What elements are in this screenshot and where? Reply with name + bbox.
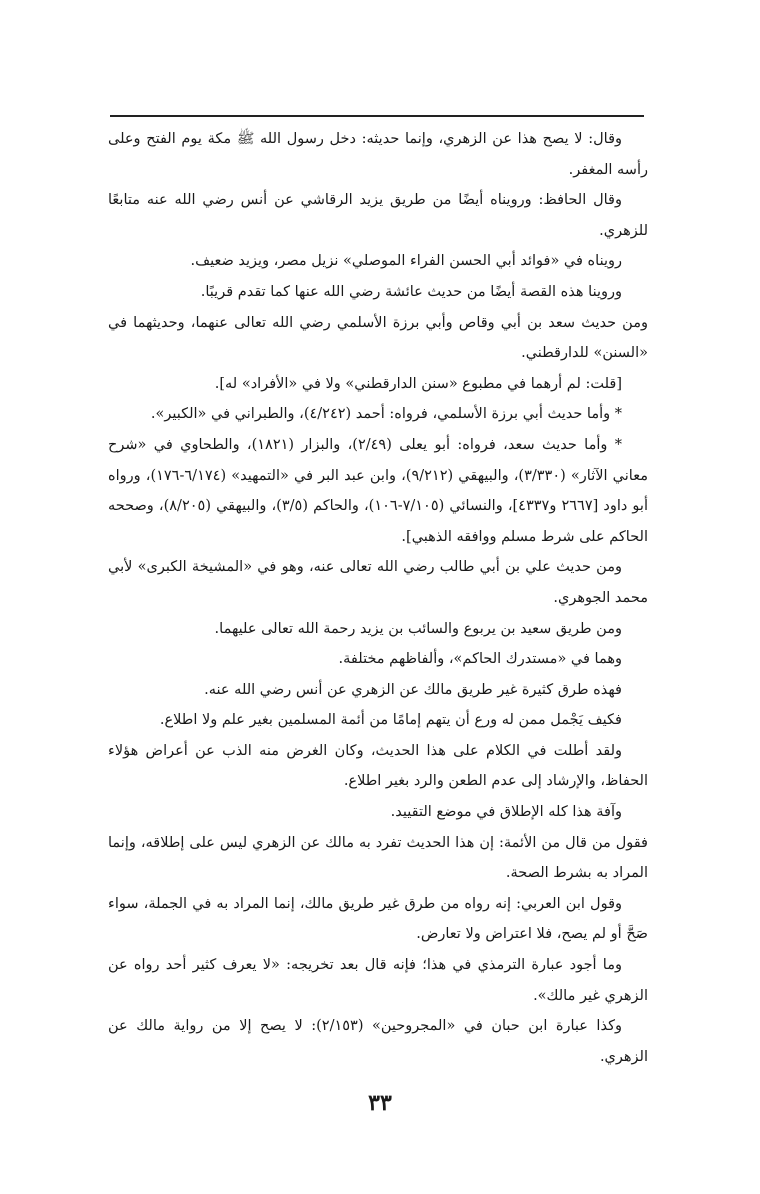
paragraph: وكذا عبارة ابن حبان في «المجروحين» (٢/١٥٣): لا يصح إلا من رواية مالك عن الزهري. xyxy=(108,1018,648,1065)
note-paragraph: * وأما حديث أبي برزة الأسلمي، فرواه: أحمد (٤/٢٤٢)، والطبراني في «الكبير». xyxy=(150,406,622,423)
note-paragraph: [قلت: لم أرهما في مطبوع «سنن الدارقطني» ولا في «الأفراد» له]. xyxy=(214,375,622,392)
paragraph: ومن طريق سعيد بن يربوع والسائب بن يزيد رحمة الله تعالى عليهما. xyxy=(214,620,622,637)
body-text xyxy=(108,124,648,1072)
top-rule xyxy=(110,115,644,117)
paragraph: وقول ابن العربي: إنه رواه من طرق غير طريق مالك، إنما المراد به في الجملة، سواء صَحَّ أو لم يصح، فلا اعتراض ولا تعارض. xyxy=(108,895,648,943)
paragraph: وروينا هذه القصة أيضًا من حديث عائشة رضي الله عنها كما تقدم قريبًا. xyxy=(200,283,622,300)
paragraph: ولقد أطلت في الكلام على هذا الحديث، وكان الغرض منه الذب عن أعراض هؤلاء الحفاظ، والإرشاد إلى عدم الطعن والرد بغير اطلاع. xyxy=(108,742,648,790)
paragraph: فقول من قال من الأئمة: إن هذا الحديث تفرد به مالك عن الزهري ليس على إطلاقه، وإنما المراد به بشرط الصحة. xyxy=(108,834,648,882)
paragraph: فهذه طرق كثيرة غير طريق مالك عن الزهري عن أنس رضي الله عنه. xyxy=(204,681,622,698)
paragraph: وآفة هذا كله الإطلاق في موضع التقييد. xyxy=(390,804,622,821)
paragraph: ومن حديث علي بن أبي طالب رضي الله تعالى عنه، وهو في «المشيخة الكبرى» لأبي محمد الجوهري. xyxy=(108,559,648,606)
paragraph: فكيف يَجْمل ممن له ورع أن يتهم إمامًا من أئمة المسلمين بغير علم ولا اطلاع. xyxy=(159,712,622,729)
paragraph: وقال: لا يصح هذا عن الزهري، وإنما حديثه: دخل رسول الله ﷺ مكة يوم الفتح وعلى رأسه المغفر. xyxy=(108,131,648,178)
paragraph: وقال الحافظ: ورويناه أيضًا من طريق يزيد الرقاشي عن أنس رضي الله عنه متابعًا للزهري. xyxy=(108,192,648,239)
page-number: ٣٣ xyxy=(368,1090,392,1116)
paragraph: ومن حديث سعد بن أبي وقاص وأبي برزة الأسلمي رضي الله تعالى عنهما، وحديثهما في «السنن» للدارقطني. xyxy=(108,314,648,362)
note-paragraph: * وأما حديث سعد، فرواه: أبو يعلى (٢/٤٩)، والبزار (١٨٢١)، والطحاوي في «شرح معاني الآثار» (٣/٣٣٠)، والبيهقي (٩/٢١٢)، وابن عبد البر في «التمهيد» (٦/١٧٤-١٧٦)، ورواه أبو داود [٢٦٦٧ و٤٣٣٧]، والنسائي (٧/١٠٥-١٠٦)، والحاكم (٣/٥)، والبيهقي (٨/٢٠٥)، وصححه الحاكم على شرط مسلم ووافقه الذهبي]. xyxy=(108,436,648,545)
paragraph: وهما في «مستدرك الحاكم»، وألفاظهم مختلفة. xyxy=(338,651,622,668)
paragraph: وما أجود عبارة الترمذي في هذا؛ فإنه قال بعد تخريجه: «لا يعرف كثير أحد رواه عن الزهري غير مالك». xyxy=(108,957,648,1004)
paragraph: رويناه في «فوائد أبي الحسن الفراء الموصلي» نزيل مصر، ويزيد ضعيف. xyxy=(190,253,622,270)
